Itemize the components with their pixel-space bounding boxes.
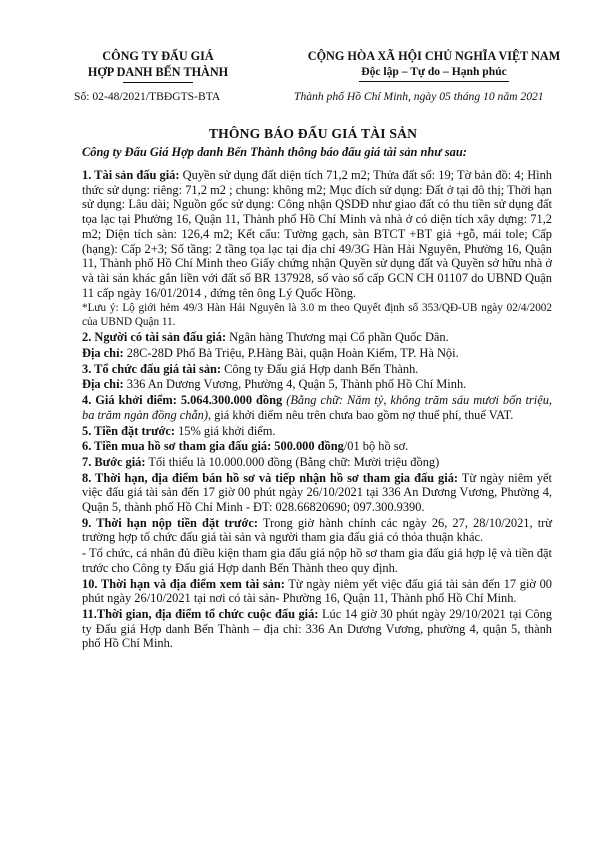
section-3-label: 3. Tổ chức đấu giá tài sản:: [82, 361, 222, 376]
section-5: [82, 424, 552, 439]
section-4: [82, 393, 552, 422]
section-5-label: 5. Tiền đặt trước:: [82, 423, 175, 438]
company-block: [74, 48, 242, 83]
section-9-text: Trong giờ hành chính các ngày 26, 27, 28/10/2021, trừ trường hợp tổ chức đấu giá tài sản và người tham gia đấu giá có thỏa thuận khác.: [82, 515, 552, 545]
section-1-text: Quyền sử dụng đất diện tích 71,2 m2; Thửa đất số: 19; Tờ bản đồ: 4; Hình thức sử dụng: riêng: 71,2 m2 ; chung: không m2; Mục đích sử dụng: Đất ở tại đô thị; Thời hạn sử dụng: Lâu dài; Nguồn gốc sử dụng: Công nhận QSDĐ như giao đất có thu tiền sử dụng đất tọa lạc tại Phường 16, Quận 11, Thành phố Hồ Chí Minh và nhà ở có diện tích xây dựng: 71,2 m2; Diện tích sàn: 126,4 m2; Kết cấu: Tường gạch, sàn BTCT +BT giả +gỗ, mái tole; Cấp (hạng): Cấp 2+3; Số tầng: 2 tầng tọa lạc tại địa chỉ 49/3G Hàn Hải Nguyên, Phường 16, Quận 11, Thành phố Hồ Chí Minh theo Giấy chứng nhận Quyền sử dụng đất và Quyền sở hữu nhà ở và tài sản khác gắn liền với đất số BR 137928, số vào số cấp GCN CH 01107 do UBND Quận 11 cấp ngày 16/01/2014 , đứng tên ông Lý Quốc Hồng.: [82, 168, 552, 300]
section-2-label: 2. Người có tài sản đấu giá:: [82, 330, 227, 345]
section-2-address-text: 28C-28D Phố Bà Triệu, P.Hàng Bài, quận Hoàn Kiếm, TP. Hà Nội.: [123, 346, 459, 361]
section-11-label: 11.Thời gian, địa điểm tổ chức cuộc đấu giá:: [82, 606, 319, 621]
section-10-text: Từ ngày niêm yết việc đấu giá tài sản đến 17 giờ 00 phút ngày 26/10/2021 tại nơi có tài sản- Phường 16, Quận 11, Thành phố Hồ Chí Minh.: [82, 576, 552, 606]
document-number: Số: 02-48/2021/TBĐGTS-BTA: [74, 90, 221, 103]
nation-name: CỘNG HÒA XÃ HỘI CHỦ NGHĨA VIỆT NAM: [307, 49, 561, 63]
section-8: [82, 471, 552, 515]
section-9-extra: - Tổ chức, cá nhân đủ điều kiện tham gia đấu giá nộp hồ sơ tham gia đấu giá hợp lệ và tiền đặt trước cho Công ty Đấu giá Hợp danh Bến Thành theo quy định.: [82, 546, 552, 575]
section-4-words: (Bằng chữ: Năm tỷ, không trăm sáu mươi bốn triệu, ba trăm ngàn đồng chẵn): [82, 393, 552, 422]
section-6: [82, 439, 552, 454]
section-1-label: 1. Tài sản đấu giá:: [82, 168, 180, 182]
nation-block: [284, 48, 584, 82]
document-header: [74, 48, 570, 110]
nation-motto: Độc lập – Tự do – Hạnh phúc: [361, 65, 507, 78]
section-11-text: Lúc 14 giờ 30 phút ngày 29/10/2021 tại Công ty Đấu giá Hợp danh Bến Thành – địa chỉ: 336 An Dương Vương, phường 4, quận 5, thành phố Hồ Chí Minh.: [82, 606, 552, 651]
section-10: [82, 577, 552, 606]
section-5-text: 15% giá khởi điểm.: [175, 423, 276, 438]
section-3-address: [82, 377, 552, 392]
section-8-text: Từ ngày niêm yết việc đấu giá tài sản đến 17 giờ 00 phút ngày 26/10/2021 tại 336 An Dương Vương, Phường 4, Quận 5, thành phố Hồ Chí Minh - ĐT: 028.66820690; 097.300.9390.: [82, 470, 552, 515]
section-3-address-text: 336 An Dương Vương, Phường 4, Quận 5, Thành phố Hồ Chí Minh.: [123, 377, 467, 392]
section-1: [82, 168, 552, 300]
section-6-text: /01 bộ hồ sơ.: [343, 439, 409, 454]
place-date: Thành phố Hồ Chí Minh, ngày 05 tháng 10 năm 2021: [294, 90, 544, 103]
section-7: [82, 455, 552, 470]
intro-line: Công ty Đấu Giá Hợp danh Bến Thành thông báo đấu giá tài sản như sau:: [82, 145, 467, 159]
section-4-text: , giá khởi điểm nêu trên chưa bao gồm nợ thuế phí, thuế VAT.: [207, 407, 514, 422]
section-3-address-label: Địa chỉ:: [82, 377, 124, 392]
company-underline: [123, 82, 193, 83]
company-name-line2: HỢP DANH BẾN THÀNH: [87, 65, 229, 79]
section-1-note: *Lưu ý: Lộ giới hẻm 49/3 Hàn Hải Nguyên là 3.0 m theo Quyết định số 353/QĐ-UB ngày 02/4/2002 của UBND Quận 11.: [82, 302, 552, 329]
section-7-text: Tối thiểu là 10.000.000 đồng (Bằng chữ: Mười triệu đồng): [145, 454, 440, 469]
section-8-label: 8. Thời hạn, địa điểm bán hồ sơ và tiếp nhận hồ sơ tham gia đấu giá:: [82, 470, 459, 485]
section-9-label: 9. Thời hạn nộp tiền đặt trước:: [82, 515, 258, 530]
section-2: [82, 330, 552, 345]
motto-underline: [359, 81, 509, 82]
section-11: [82, 607, 552, 651]
document-title: THÔNG BÁO ĐẤU GIÁ TÀI SẢN: [208, 126, 418, 141]
section-6-label: 6. Tiền mua hồ sơ tham gia đấu giá: 500.000 đồng: [82, 439, 344, 454]
company-name-line1: CÔNG TY ĐẤU GIÁ: [102, 49, 214, 63]
section-10-label: 10. Thời hạn và địa điểm xem tài sản:: [82, 576, 285, 591]
section-4-label: 4. Giá khởi điểm: 5.064.300.000 đồng: [82, 393, 283, 408]
section-9: [82, 516, 552, 545]
document-body: [82, 168, 552, 652]
section-2-address-label: Địa chỉ:: [82, 346, 124, 361]
section-3: [82, 362, 552, 377]
section-7-label: 7. Bước giá:: [82, 454, 146, 469]
section-3-text: Công ty Đấu giá Hợp danh Bến Thành.: [221, 361, 419, 376]
section-2-address: [82, 346, 552, 361]
section-2-text: Ngân hàng Thương mại Cổ phần Quốc Dân.: [226, 330, 449, 345]
